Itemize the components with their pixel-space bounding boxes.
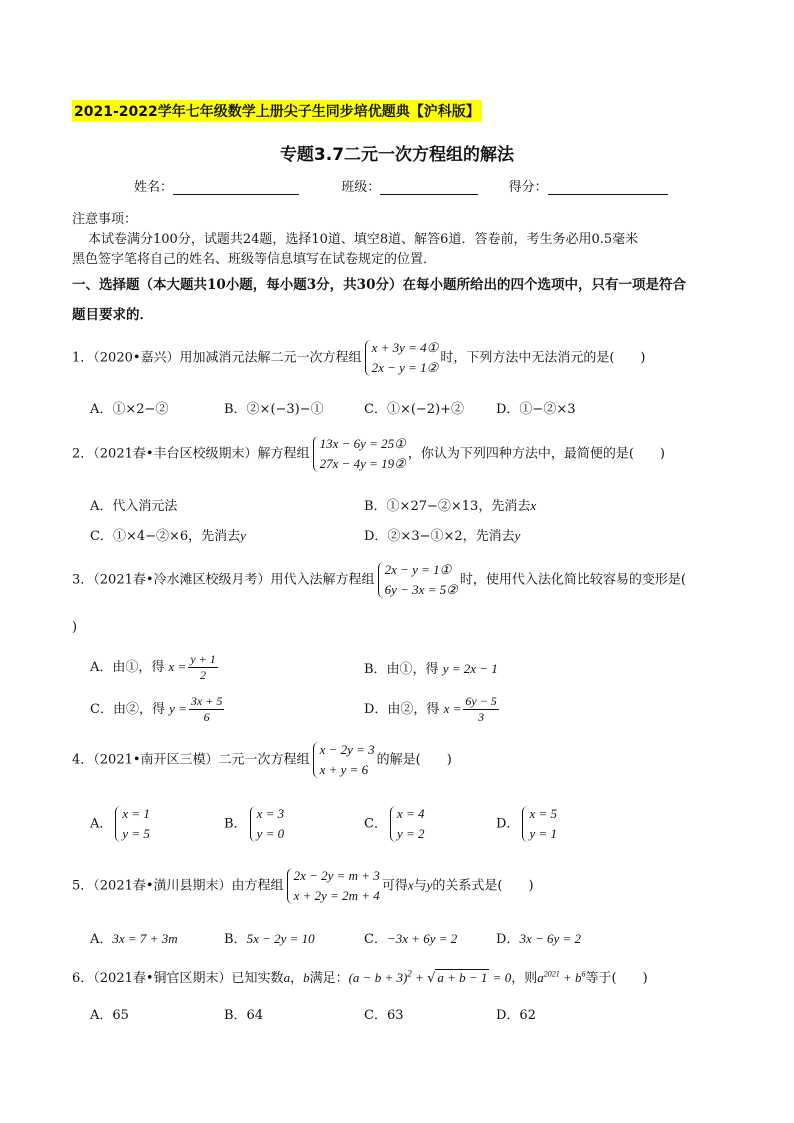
question-number: 5． (72, 878, 94, 894)
score-label: 得分： (508, 180, 548, 195)
q3-option-c[interactable]: C．由②，得 y = $\frac{3x + 5}{6}$ (90, 694, 223, 724)
q4-option-a[interactable]: A． x = 1 y = 5 (90, 804, 152, 844)
page-title: 专题3.7二元一次方程组的解法 (279, 145, 515, 165)
notice-heading: 注意事项： (72, 212, 138, 227)
question-1 (72, 338, 645, 378)
question-source: （2021•南开区三模） (93, 752, 219, 768)
q3-option-b[interactable]: B．由①，得 y = 2x − 1 (364, 661, 498, 677)
question-text: 二元一次方程组 (218, 752, 310, 768)
question-number: 6． (72, 971, 94, 986)
question-3-cont: ) (72, 620, 78, 635)
question-number: 4． (72, 752, 94, 768)
header-banner: 2021-2022学年七年级数学上册尖子生同步培优题典【沪科版】 (72, 100, 482, 122)
score-field[interactable] (548, 180, 668, 195)
class-label: 班级： (341, 180, 381, 195)
name-label: 姓名： (134, 180, 174, 195)
q2-option-d[interactable]: D．②×3−①×2，先消去y (364, 528, 521, 544)
question-2 (72, 434, 665, 474)
name-field[interactable] (173, 180, 299, 195)
equation-system: 2x − y = 1① 6y − 3x = 5② (377, 560, 458, 600)
notice-line-1: 本试卷满分100分，试题共24题，选择10道、填空8道、解答6道．答卷前，考生务必用0.5毫米 (88, 232, 639, 247)
question-text: 时，下列方法中无法消元的是( ) (440, 350, 646, 366)
question-text: 的解是( ) (376, 752, 452, 768)
question-source: （2021春•冷水滩区校级月考） (93, 572, 271, 588)
equation-system: x − 2y = 3 x + y = 6 (312, 740, 375, 780)
q3-option-d[interactable]: D．由②，得 x = $\frac{6y - 5}{3}$ (364, 694, 497, 724)
question-number: 2． (72, 446, 94, 462)
q4-option-b[interactable]: B． x = 3 y = 0 (224, 804, 286, 844)
question-4 (72, 740, 452, 780)
equation-system: 13x − 6y = 25① 27x − 4y = 19② (312, 434, 406, 474)
q1-option-a[interactable]: A．①×2−② (90, 402, 169, 417)
q2-option-a[interactable]: A．代入消元法 (90, 499, 178, 514)
q1-option-d[interactable]: D．①−②×3 (496, 402, 576, 417)
question-source: （2021春•潢川县期末） (93, 878, 232, 894)
section-heading-cont: 题目要求的． (72, 307, 153, 323)
q1-option-b[interactable]: B．②×(−3)−① (224, 402, 324, 417)
question-source: （2021春•丰台区校级期末） (93, 446, 258, 462)
question-text: 用代入法解方程组 (270, 572, 375, 588)
q6-option-a[interactable]: A．65 (90, 1008, 129, 1023)
notice-line-2: 黑色签字笔将自己的姓名、班级等信息填写在试卷规定的位置． (72, 252, 437, 267)
question-number: 3． (72, 572, 94, 588)
q6-option-c[interactable]: C．63 (364, 1008, 404, 1023)
q5-option-d[interactable]: D．3x − 6y = 2 (496, 931, 582, 947)
question-number: 1． (72, 350, 94, 366)
question-text: 解方程组 (257, 446, 310, 462)
question-6: 6．（2021春•铜官区期末）已知实数a，b满足：$(a - b + 3)^2$ + √ a + b − 1 = 0，则$a^{2021} + b^6$等于( ) (72, 968, 648, 986)
q2-option-c[interactable]: C．①×4−②×6，先消去y (90, 528, 246, 544)
info-row (134, 176, 668, 195)
q4-option-c[interactable]: C． x = 4 y = 2 (364, 804, 427, 844)
question-text: 用加减消元法解二元一次方程组 (179, 350, 362, 366)
q5-option-b[interactable]: B．5x − 2y = 10 (224, 931, 315, 947)
question-text: 时，使用代入法化简比较容易的变形是( (459, 572, 686, 588)
q5-option-c[interactable]: C．−3x + 6y = 2 (364, 931, 458, 947)
question-source: （2021春•铜官区期末） (93, 971, 232, 986)
equation-system: x + 3y = 4① 2x − y = 1② (364, 338, 439, 378)
q4-option-d[interactable]: D． x = 5 y = 1 (496, 804, 559, 844)
question-source: （2020•嘉兴） (93, 350, 180, 366)
question-text: 由方程组 (231, 878, 284, 894)
class-field[interactable] (380, 180, 478, 195)
equation-system: 2x − 2y = m + 3 x + 2y = 2m + 4 (286, 866, 380, 906)
section-heading: 一、选择题（本大题共10小题，每小题3分，共30分）在每小题所给出的四个选项中，只有一项是符合 (72, 277, 686, 293)
question-3 (72, 560, 686, 600)
q2-option-b[interactable]: B．①×27−②×13，先消去x (364, 498, 537, 514)
q5-option-a[interactable]: A．3x = 7 + 3m (90, 931, 178, 947)
question-text: ，你认为下列四种方法中，最简便的是( ) (407, 446, 665, 462)
q6-option-d[interactable]: D．62 (496, 1008, 536, 1023)
q3-option-a[interactable]: A．由①，得 x = $\frac{y + 1}{2}$ (90, 652, 216, 682)
q6-option-b[interactable]: B．64 (224, 1008, 264, 1023)
q1-option-c[interactable]: C．①×(−2)+② (364, 402, 465, 417)
question-5: 5．（2021春•潢川县期末）由方程组 2x − 2y = m + 3 x + 2y = 2m + 4 可得x与y的关系式是( ) (72, 866, 534, 906)
